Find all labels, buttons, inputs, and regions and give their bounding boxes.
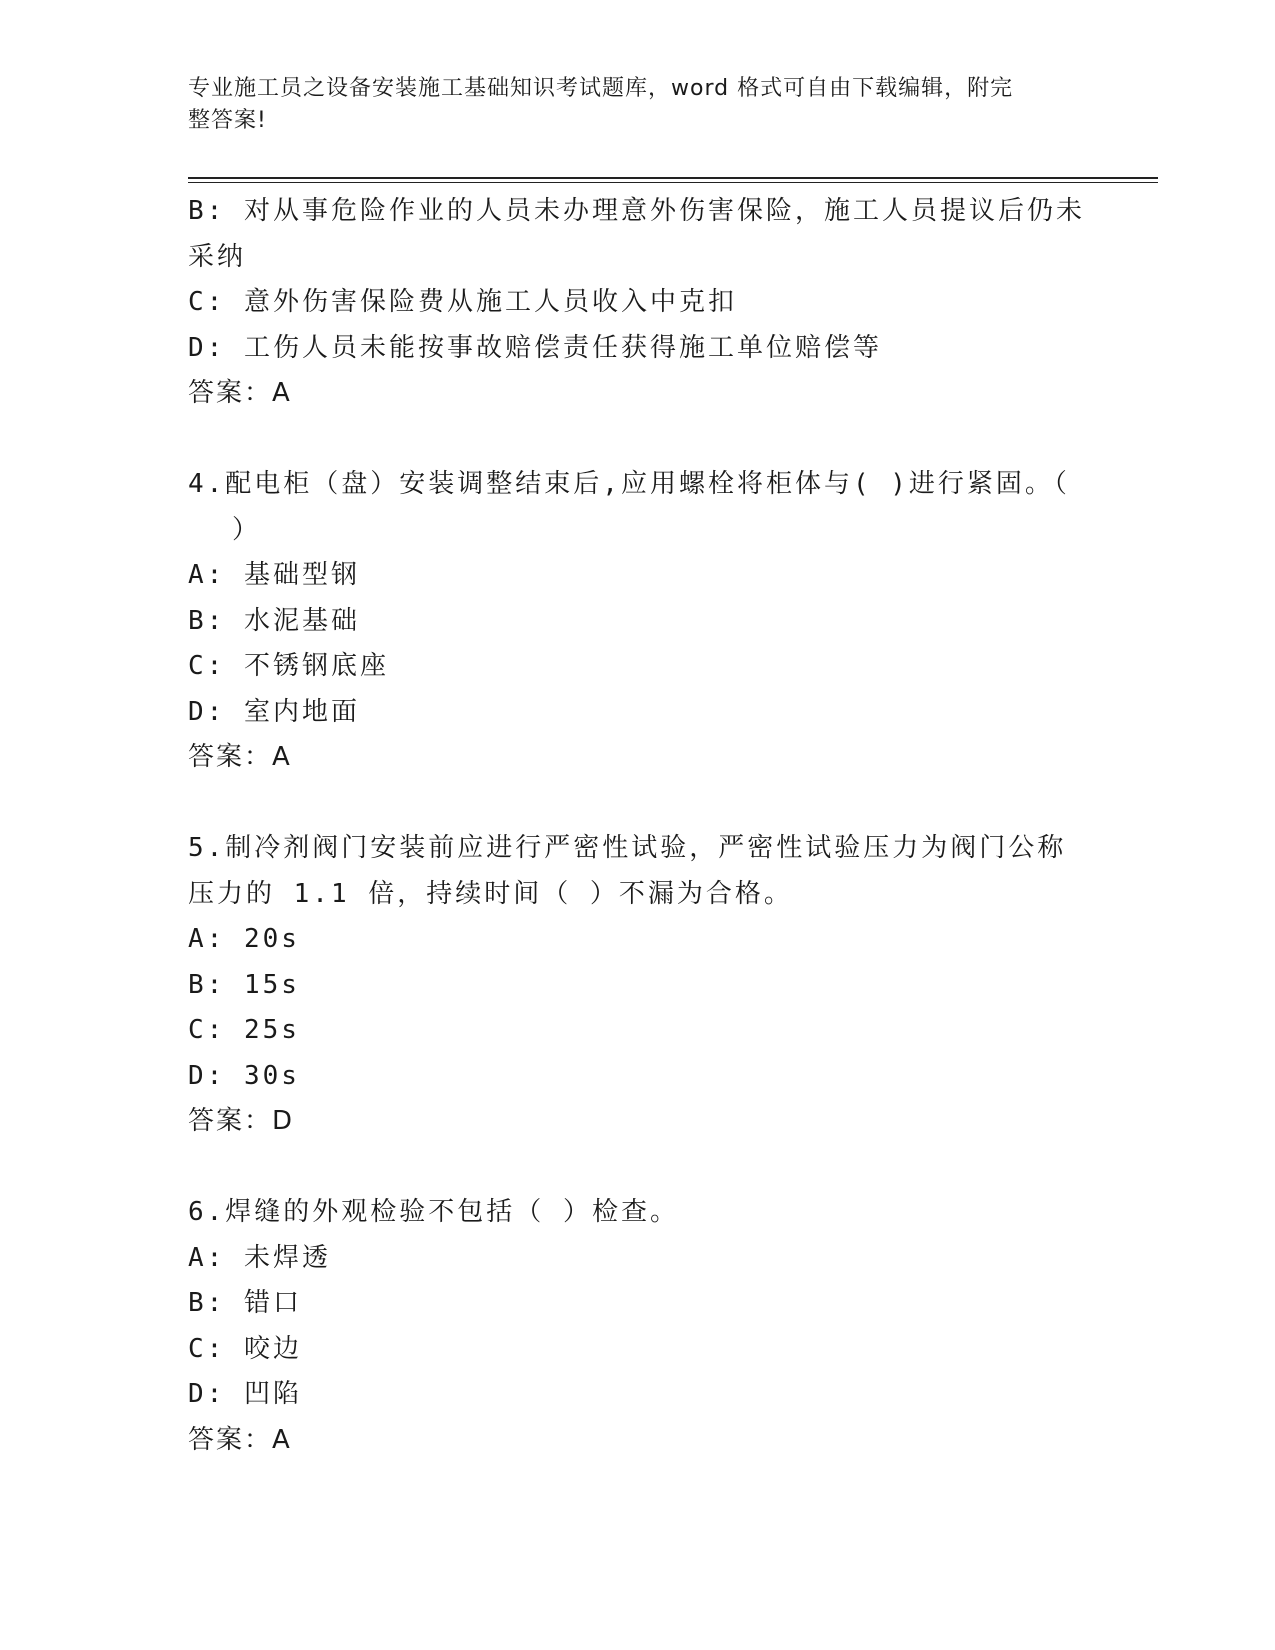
spacer — [188, 1145, 1088, 1191]
answer: 答案：A — [188, 1424, 292, 1455]
question-list — [188, 189, 1088, 1463]
option-b: B: 错口 — [188, 1288, 302, 1318]
option-a: A: 20s — [188, 924, 300, 954]
header-title-line-1: 专业施工员之设备安装施工基础知识考试题库，word 格式可自由下载编辑，附完 — [188, 76, 1014, 101]
document-header — [188, 73, 1068, 137]
question-stem-line-1: 5.制冷剂阀门安装前应进行严密性试验，严密性试验压力为阀门公称 — [188, 833, 1067, 863]
option-c: C: 25s — [188, 1015, 300, 1045]
option-c: C: 不锈钢底座 — [188, 651, 389, 681]
option-a: A: 未焊透 — [188, 1242, 331, 1273]
header-divider-thin — [188, 182, 1158, 183]
question-3-tail — [188, 189, 1088, 417]
question-6 — [188, 1190, 1088, 1463]
option-d: D: 室内地面 — [188, 696, 360, 727]
option-c: C: 意外伤害保险费从施工人员收入中克扣 — [188, 287, 737, 317]
option-b: B: 水泥基础 — [188, 605, 360, 636]
option-d: D: 凹陷 — [188, 1379, 302, 1409]
answer: 答案：D — [188, 1106, 295, 1136]
answer: 答案：A — [188, 742, 292, 772]
option-b: B: 15s — [188, 969, 300, 1000]
option-d: D: 30s — [188, 1060, 300, 1091]
question-stem-line-1: 4.配电柜（盘）安装调整结束后,应用螺栓将柜体与( )进行紧固。（ — [188, 469, 1070, 499]
option-b-line-2: 采纳 — [188, 241, 247, 272]
question-5 — [188, 826, 1088, 1145]
answer: 答案：A — [188, 378, 292, 408]
option-a: A: 基础型钢 — [188, 560, 360, 590]
option-d: D: 工伤人员未能按事故赔偿责任获得施工单位赔偿等 — [188, 332, 882, 363]
question-stem-line-2: ） — [232, 514, 262, 545]
header-title-line-2: 整答案! — [188, 108, 267, 133]
option-c: C: 咬边 — [188, 1333, 302, 1364]
question-stem-line-2: 压力的 1.1 倍，持续时间（ ）不漏为合格。 — [188, 878, 793, 909]
spacer — [188, 417, 1088, 463]
question-4 — [188, 462, 1088, 781]
spacer — [188, 781, 1088, 827]
question-stem: 6.焊缝的外观检验不包括（ ）检查。 — [188, 1197, 679, 1227]
option-b-line-1: B: 对从事危险作业的人员未办理意外伤害保险，施工人员提议后仍未 — [188, 196, 1085, 226]
header-divider-thick — [188, 177, 1158, 179]
